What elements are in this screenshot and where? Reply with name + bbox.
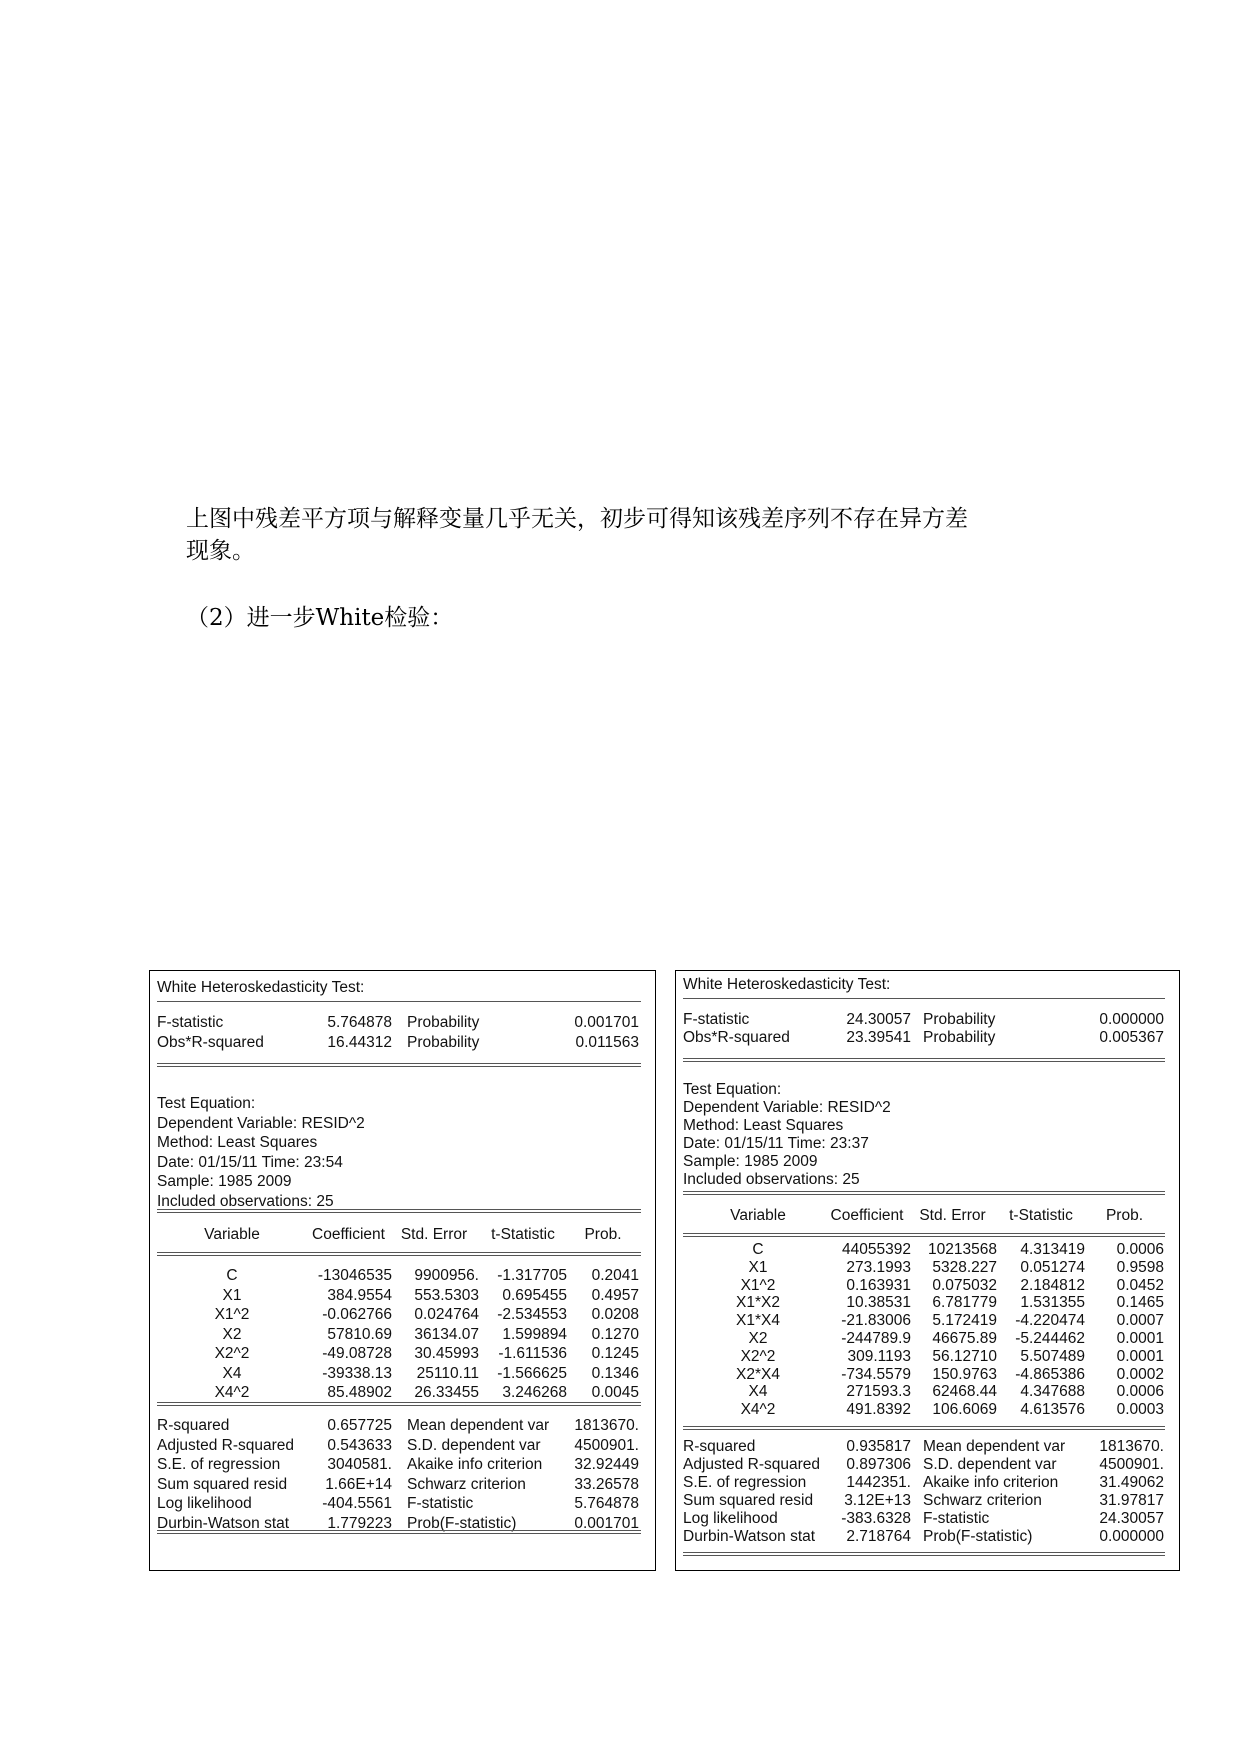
stat-value: -383.6328 <box>841 1509 911 1527</box>
variable-name: X1^2 <box>214 1306 250 1323</box>
rule-line <box>683 998 1165 999</box>
table-cell: 0.0452 <box>1116 1276 1164 1294</box>
table-title-text: White Heteroskedasticity Test: <box>683 976 891 993</box>
test-equation-line <box>157 1134 641 1154</box>
table-row <box>157 1365 641 1385</box>
equation-text: Included observations: 25 <box>157 1192 334 1210</box>
stat-label: Durbin-Watson stat <box>683 1527 816 1545</box>
stat-label: Probability <box>923 1011 996 1028</box>
variable-name: C <box>226 1267 238 1284</box>
table-cell: 309.1193 <box>847 1347 911 1365</box>
variable-name: X4^2 <box>214 1384 250 1401</box>
table-cell: 5.172419 <box>932 1312 997 1330</box>
stat-label: S.E. of regression <box>683 1473 807 1491</box>
stat-value: 16.44312 <box>327 1034 392 1051</box>
table-cell: 1.531355 <box>1020 1294 1085 1312</box>
equation-text: Dependent Variable: RESID^2 <box>157 1114 365 1132</box>
column-header: Variable <box>730 1207 786 1224</box>
table-cell: 0.0208 <box>591 1306 639 1323</box>
table-cell: 553.5303 <box>414 1286 479 1304</box>
table-cell: 5.507489 <box>1020 1347 1085 1365</box>
table-cell: 0.0001 <box>1116 1347 1164 1365</box>
variable-name: X2*X4 <box>736 1365 780 1383</box>
stat-value: 0.935817 <box>846 1438 911 1455</box>
rule-line <box>157 1252 641 1256</box>
stat-label: Akaike info criterion <box>407 1456 543 1473</box>
table-cell: 0.163931 <box>846 1276 911 1294</box>
rule-line <box>683 1191 1165 1195</box>
table-cell: 0.1270 <box>591 1325 639 1343</box>
table-cell: 1.599894 <box>502 1325 567 1343</box>
table-row <box>157 1287 641 1307</box>
column-header: t-Statistic <box>491 1226 555 1243</box>
stat-value: 0.005367 <box>1099 1029 1164 1046</box>
table-cell: 0.024764 <box>414 1306 479 1323</box>
stat-label: S.D. dependent var <box>923 1455 1057 1473</box>
stat-value: 1.66E+14 <box>325 1475 392 1493</box>
table-cell: 3.246268 <box>502 1384 567 1401</box>
summary-row <box>157 1437 641 1457</box>
stat-label: Obs*R-squared <box>683 1029 790 1046</box>
table-cell: 9900956. <box>414 1267 479 1284</box>
variable-name: C <box>752 1241 764 1258</box>
f-statistic-row <box>157 1014 641 1034</box>
table-cell: 0.1245 <box>591 1345 639 1362</box>
table-cell: 44055392 <box>842 1241 911 1258</box>
table-cell: 0.4957 <box>591 1286 639 1304</box>
stat-value: 1813670. <box>574 1417 639 1434</box>
stat-value: 2.718764 <box>846 1527 911 1545</box>
stat-label: Probability <box>407 1014 480 1031</box>
stat-label: Probability <box>923 1029 996 1046</box>
table-cell: 5328.227 <box>932 1258 997 1276</box>
table-cell: -39338.13 <box>322 1364 392 1382</box>
table-cell: 0.0001 <box>1116 1330 1164 1347</box>
variable-name: X4 <box>748 1383 768 1401</box>
rule-line <box>683 1233 1165 1237</box>
column-header: Prob. <box>584 1226 622 1243</box>
table-row <box>683 1401 1165 1421</box>
column-header: Prob. <box>1105 1207 1144 1224</box>
test-equation-line <box>157 1095 641 1115</box>
column-header: Std. Error <box>400 1226 468 1243</box>
table-cell: 10.38531 <box>846 1294 911 1312</box>
rule-line <box>157 1530 641 1534</box>
rule-line <box>157 1001 641 1002</box>
stat-value: 1.779223 <box>327 1514 392 1532</box>
table-row <box>157 1345 641 1365</box>
stat-value: 31.97817 <box>1099 1491 1164 1509</box>
table-cell: 4.313419 <box>1020 1241 1085 1258</box>
stat-label: Prob(F-statistic) <box>923 1527 1033 1545</box>
table-title-text: White Heteroskedasticity Test: <box>157 979 365 996</box>
summary-row <box>683 1528 1165 1548</box>
table-row <box>157 1267 641 1287</box>
stat-label: Durbin-Watson stat <box>157 1514 290 1532</box>
stat-label: Mean dependent var <box>407 1417 550 1434</box>
table-cell: 0.695455 <box>502 1286 567 1304</box>
stat-label: F-statistic <box>683 1011 750 1028</box>
obs-r-squared-row <box>683 1029 1165 1049</box>
stat-label: Adjusted R-squared <box>683 1455 820 1473</box>
variable-name: X4^2 <box>740 1401 776 1419</box>
table-cell: -4.865386 <box>1015 1365 1085 1383</box>
column-header: Coefficient <box>830 1207 904 1224</box>
table-cell: 10213568 <box>928 1241 997 1258</box>
table-cell: 4.613576 <box>1020 1401 1085 1419</box>
table-cell: -13046535 <box>317 1267 392 1284</box>
stat-label: Prob(F-statistic) <box>407 1514 517 1532</box>
paragraph-line-2: 现象。 <box>186 538 255 564</box>
equation-text: Date: 01/15/11 Time: 23:37 <box>683 1134 869 1152</box>
equation-text: Sample: 1985 2009 <box>157 1173 292 1190</box>
stat-label: S.E. of regression <box>157 1456 281 1473</box>
stat-label: Mean dependent var <box>923 1438 1066 1455</box>
stat-label: Schwarz criterion <box>923 1491 1042 1509</box>
table-cell: 0.0002 <box>1116 1365 1164 1383</box>
stat-value: 0.000000 <box>1099 1011 1164 1028</box>
rule-line <box>157 1402 641 1406</box>
test-equation-line <box>157 1173 641 1193</box>
table-cell: -5.244462 <box>1015 1330 1085 1347</box>
table-cell: 0.0006 <box>1116 1241 1164 1258</box>
summary-row <box>157 1476 641 1496</box>
table-cell: -21.83006 <box>841 1312 911 1330</box>
table-cell: 0.0006 <box>1116 1383 1164 1401</box>
table-cell: 2.184812 <box>1020 1276 1085 1294</box>
table-cell: 56.12710 <box>932 1347 997 1365</box>
equation-text: Date: 01/15/11 Time: 23:54 <box>157 1153 343 1171</box>
equation-text: Sample: 1985 2009 <box>683 1152 818 1170</box>
table-row <box>157 1306 641 1326</box>
stat-label: Sum squared resid <box>683 1491 814 1509</box>
stat-label: S.D. dependent var <box>407 1436 541 1454</box>
stat-value: 3.12E+13 <box>844 1491 911 1509</box>
rule-line <box>683 1552 1165 1556</box>
table-cell: 4.347688 <box>1020 1383 1085 1401</box>
summary-row <box>157 1417 641 1437</box>
stat-value: 4500901. <box>1099 1455 1164 1473</box>
table-cell: 30.45993 <box>414 1345 479 1362</box>
white-test-output-left <box>149 970 656 1571</box>
table-row <box>157 1326 641 1346</box>
stat-value: 5.764878 <box>574 1495 639 1512</box>
column-header: t-Statistic <box>1009 1207 1073 1224</box>
rule-line <box>683 1426 1165 1430</box>
stat-value: 0.657725 <box>327 1417 392 1434</box>
equation-text: Included observations: 25 <box>683 1170 860 1188</box>
test-equation-line <box>157 1154 641 1174</box>
stat-label: F-statistic <box>157 1014 224 1031</box>
table-cell: 384.9554 <box>327 1286 392 1304</box>
summary-row <box>157 1495 641 1515</box>
stat-value: 1813670. <box>1099 1438 1164 1455</box>
obs-r-squared-row <box>157 1034 641 1054</box>
stat-label: Akaike info criterion <box>923 1473 1059 1491</box>
stat-label: Obs*R-squared <box>157 1034 264 1051</box>
table-cell: 85.48902 <box>327 1384 392 1401</box>
variable-name: X2^2 <box>214 1345 250 1362</box>
table-cell: -4.220474 <box>1015 1312 1085 1330</box>
summary-row <box>157 1456 641 1476</box>
rule-line <box>157 1063 641 1067</box>
table-cell: -2.534553 <box>497 1306 567 1323</box>
stat-label: Log likelihood <box>683 1509 778 1527</box>
stat-value: -404.5561 <box>322 1495 392 1512</box>
stat-label: R-squared <box>683 1438 756 1455</box>
stat-label: Adjusted R-squared <box>157 1436 294 1454</box>
table-cell: 62468.44 <box>932 1383 997 1401</box>
variable-name: X1*X2 <box>736 1294 780 1312</box>
table-cell: 0.0007 <box>1116 1312 1164 1330</box>
stat-value: 0.001701 <box>574 1014 639 1031</box>
column-header-row <box>683 1207 1165 1227</box>
table-body <box>157 971 641 1570</box>
column-header: Std. Error <box>919 1207 986 1224</box>
stat-label: F-statistic <box>407 1495 474 1512</box>
section-heading: （2）进一步White检验： <box>186 605 454 631</box>
stat-value: 1442351. <box>846 1473 911 1491</box>
stat-label: Log likelihood <box>157 1495 252 1512</box>
table-cell: 6.781779 <box>932 1294 997 1312</box>
table-cell: 0.1465 <box>1116 1294 1164 1312</box>
stat-label: Sum squared resid <box>157 1475 288 1493</box>
test-equation-line <box>157 1115 641 1135</box>
table-cell: 491.8392 <box>846 1401 911 1419</box>
table-cell: 0.1346 <box>591 1364 639 1382</box>
stat-label: Probability <box>407 1034 480 1051</box>
table-row <box>157 1384 641 1404</box>
stat-value: 24.30057 <box>846 1011 911 1028</box>
equation-text: Test Equation: <box>683 1081 782 1098</box>
column-header-row <box>157 1226 641 1246</box>
rule-line <box>157 1209 641 1213</box>
table-cell: -1.566625 <box>497 1364 567 1382</box>
f-statistic-row <box>683 1011 1165 1031</box>
variable-name: X2 <box>222 1325 242 1343</box>
table-cell: -244789.9 <box>841 1330 911 1347</box>
stat-value: 4500901. <box>574 1436 639 1454</box>
variable-name: X1*X4 <box>736 1312 780 1330</box>
table-cell: -0.062766 <box>322 1306 392 1323</box>
table-cell: 0.2041 <box>591 1267 639 1284</box>
table-title <box>157 979 641 999</box>
column-header: Variable <box>204 1226 260 1243</box>
stat-value: 3040581. <box>327 1456 392 1473</box>
equation-text: Test Equation: <box>157 1095 256 1112</box>
table-cell: 46675.89 <box>932 1330 997 1347</box>
stat-value: 0.000000 <box>1099 1527 1164 1545</box>
stat-label: F-statistic <box>923 1509 990 1527</box>
equation-text: Method: Least Squares <box>157 1134 318 1151</box>
stat-value: 0.011563 <box>575 1034 639 1051</box>
table-cell: 26.33455 <box>414 1384 479 1401</box>
table-cell: 0.075032 <box>932 1276 997 1294</box>
stat-value: 0.543633 <box>327 1436 392 1454</box>
table-cell: -49.08728 <box>322 1345 392 1362</box>
rule-line <box>683 1058 1165 1062</box>
table-cell: 25110.11 <box>416 1364 479 1382</box>
stat-value: 24.30057 <box>1099 1509 1164 1527</box>
stat-label: Schwarz criterion <box>407 1475 526 1493</box>
column-header: Coefficient <box>312 1226 385 1243</box>
equation-text: Dependent Variable: RESID^2 <box>683 1098 891 1116</box>
table-cell: 271593.3 <box>846 1383 911 1401</box>
table-cell: 106.6069 <box>932 1401 997 1419</box>
variable-name: X1 <box>222 1286 242 1304</box>
stat-label: R-squared <box>157 1417 230 1434</box>
variable-name: X2^2 <box>740 1347 776 1365</box>
stat-value: 23.39541 <box>846 1029 911 1046</box>
stat-value: 5.764878 <box>327 1014 392 1031</box>
table-cell: 0.0045 <box>591 1384 639 1401</box>
table-cell: 150.9763 <box>932 1365 997 1383</box>
table-cell: 273.1993 <box>846 1258 911 1276</box>
stat-value: 33.26578 <box>574 1475 639 1493</box>
stat-value: 0.001701 <box>574 1514 639 1532</box>
table-cell: 0.0003 <box>1116 1401 1164 1419</box>
table-cell: 0.9598 <box>1116 1258 1164 1276</box>
variable-name: X2 <box>748 1330 768 1347</box>
white-test-output-right <box>675 970 1180 1571</box>
variable-name: X1^2 <box>740 1276 776 1294</box>
test-equation-line <box>683 1171 1165 1191</box>
variable-name: X1 <box>748 1258 768 1276</box>
table-cell: 57810.69 <box>327 1325 392 1343</box>
table-cell: -1.611536 <box>498 1345 567 1362</box>
table-cell: -734.5579 <box>841 1365 911 1383</box>
table-cell: 36134.07 <box>414 1325 479 1343</box>
table-cell: -1.317705 <box>497 1267 567 1284</box>
table-cell: 0.051274 <box>1020 1258 1085 1276</box>
paragraph-line-1: 上图中残差平方项与解释变量几乎无关，初步可得知该残差序列不存在异方差 <box>186 506 968 532</box>
stat-value: 32.92449 <box>574 1456 639 1473</box>
table-title <box>683 976 1165 996</box>
equation-text: Method: Least Squares <box>683 1116 844 1134</box>
stat-value: 31.49062 <box>1099 1473 1164 1491</box>
stat-value: 0.897306 <box>846 1455 911 1473</box>
variable-name: X4 <box>222 1364 242 1382</box>
table-body <box>683 971 1165 1570</box>
